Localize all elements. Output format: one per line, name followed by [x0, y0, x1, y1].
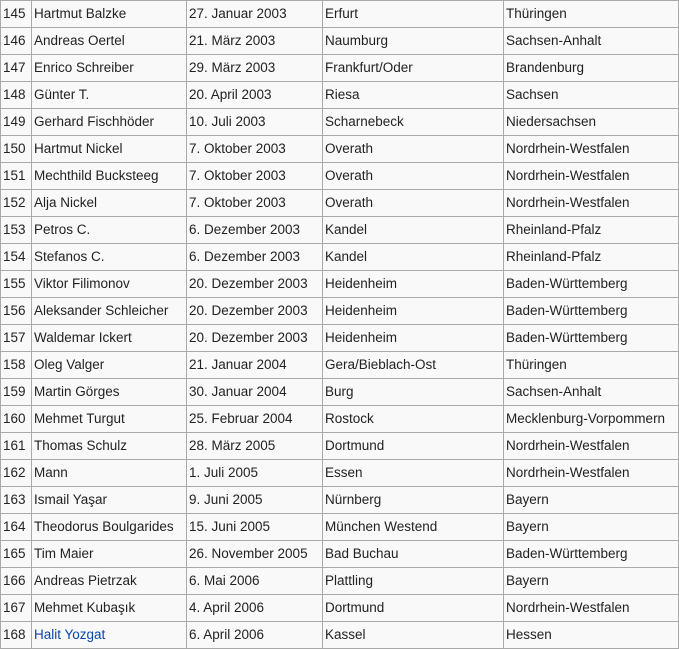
date-cell: 7. Oktober 2003 — [187, 163, 323, 190]
name-link[interactable]: Halit Yozgat — [34, 627, 106, 642]
state-cell: Mecklenburg-Vorpommern — [504, 406, 679, 433]
state-cell: Sachsen — [504, 82, 679, 109]
row-number-cell: 149 — [1, 109, 32, 136]
state-cell: Baden-Württemberg — [504, 541, 679, 568]
table-row — [1, 379, 679, 406]
row-number-cell: 165 — [1, 541, 32, 568]
table-row — [1, 595, 679, 622]
row-number-cell: 146 — [1, 28, 32, 55]
row-number-cell: 147 — [1, 55, 32, 82]
state-cell: Nordrhein-Westfalen — [504, 163, 679, 190]
row-number-cell: 164 — [1, 514, 32, 541]
row-number-cell: 156 — [1, 298, 32, 325]
name-cell: Alja Nickel — [32, 190, 187, 217]
row-number-cell: 163 — [1, 487, 32, 514]
place-cell: Scharnebeck — [323, 109, 504, 136]
place-cell: Plattling — [323, 568, 504, 595]
table-row — [1, 325, 679, 352]
place-cell: Overath — [323, 190, 504, 217]
date-cell: 27. Januar 2003 — [187, 1, 323, 28]
state-cell: Bayern — [504, 514, 679, 541]
place-cell: Heidenheim — [323, 325, 504, 352]
name-cell: Mehmet Turgut — [32, 406, 187, 433]
row-number-cell: 148 — [1, 82, 32, 109]
table-row — [1, 568, 679, 595]
name-cell: Hartmut Balzke — [32, 1, 187, 28]
date-cell: 29. März 2003 — [187, 55, 323, 82]
date-cell: 20. April 2003 — [187, 82, 323, 109]
name-cell: Aleksander Schleicher — [32, 298, 187, 325]
state-cell: Nordrhein-Westfalen — [504, 433, 679, 460]
date-cell: 30. Januar 2004 — [187, 379, 323, 406]
date-cell: 1. Juli 2005 — [187, 460, 323, 487]
table-row — [1, 109, 679, 136]
name-cell: Mann — [32, 460, 187, 487]
name-cell: Mehmet Kubaşık — [32, 595, 187, 622]
name-cell: Andreas Oertel — [32, 28, 187, 55]
name-cell: Viktor Filimonov — [32, 271, 187, 298]
date-cell: 6. Dezember 2003 — [187, 217, 323, 244]
date-cell: 25. Februar 2004 — [187, 406, 323, 433]
table-row — [1, 55, 679, 82]
state-cell: Baden-Württemberg — [504, 298, 679, 325]
date-cell: 26. November 2005 — [187, 541, 323, 568]
state-cell: Baden-Württemberg — [504, 271, 679, 298]
table-row — [1, 82, 679, 109]
date-cell: 21. März 2003 — [187, 28, 323, 55]
date-cell: 6. April 2006 — [187, 622, 323, 649]
place-cell: Overath — [323, 163, 504, 190]
row-number-cell: 154 — [1, 244, 32, 271]
state-cell: Nordrhein-Westfalen — [504, 190, 679, 217]
table-row — [1, 406, 679, 433]
place-cell: Burg — [323, 379, 504, 406]
table-row — [1, 352, 679, 379]
state-cell: Thüringen — [504, 1, 679, 28]
name-cell: Thomas Schulz — [32, 433, 187, 460]
state-cell: Baden-Württemberg — [504, 325, 679, 352]
name-cell: Günter T. — [32, 82, 187, 109]
name-cell: Tim Maier — [32, 541, 187, 568]
row-number-cell: 157 — [1, 325, 32, 352]
table-row — [1, 460, 679, 487]
row-number-cell: 161 — [1, 433, 32, 460]
place-cell: Heidenheim — [323, 271, 504, 298]
name-cell: Oleg Valger — [32, 352, 187, 379]
state-cell: Brandenburg — [504, 55, 679, 82]
name-cell: Hartmut Nickel — [32, 136, 187, 163]
name-cell: Stefanos C. — [32, 244, 187, 271]
name-cell: Mechthild Bucksteeg — [32, 163, 187, 190]
state-cell: Sachsen-Anhalt — [504, 28, 679, 55]
state-cell: Nordrhein-Westfalen — [504, 595, 679, 622]
row-number-cell: 145 — [1, 1, 32, 28]
place-cell: Nürnberg — [323, 487, 504, 514]
state-cell: Bayern — [504, 568, 679, 595]
state-cell: Nordrhein-Westfalen — [504, 136, 679, 163]
name-cell — [32, 622, 187, 649]
name-cell: Martin Görges — [32, 379, 187, 406]
place-cell: Rostock — [323, 406, 504, 433]
state-cell: Bayern — [504, 487, 679, 514]
date-cell: 6. Mai 2006 — [187, 568, 323, 595]
place-cell: Frankfurt/Oder — [323, 55, 504, 82]
name-cell: Waldemar Ickert — [32, 325, 187, 352]
place-cell: Heidenheim — [323, 298, 504, 325]
place-cell: Riesa — [323, 82, 504, 109]
place-cell: Bad Buchau — [323, 541, 504, 568]
table-row — [1, 298, 679, 325]
row-number-cell: 162 — [1, 460, 32, 487]
table-row — [1, 622, 679, 649]
table-row — [1, 433, 679, 460]
name-cell: Ismail Yaşar — [32, 487, 187, 514]
table-row — [1, 487, 679, 514]
name-cell: Enrico Schreiber — [32, 55, 187, 82]
table-row — [1, 163, 679, 190]
place-cell: Kassel — [323, 622, 504, 649]
row-number-cell: 159 — [1, 379, 32, 406]
row-number-cell: 167 — [1, 595, 32, 622]
row-number-cell: 166 — [1, 568, 32, 595]
row-number-cell: 155 — [1, 271, 32, 298]
date-cell: 6. Dezember 2003 — [187, 244, 323, 271]
place-cell: Dortmund — [323, 595, 504, 622]
name-cell: Theodorus Boulgarides — [32, 514, 187, 541]
date-cell: 15. Juni 2005 — [187, 514, 323, 541]
row-number-cell: 151 — [1, 163, 32, 190]
place-cell: Gera/Bieblach-Ost — [323, 352, 504, 379]
state-cell: Thüringen — [504, 352, 679, 379]
place-cell: Essen — [323, 460, 504, 487]
date-cell: 28. März 2005 — [187, 433, 323, 460]
date-cell: 21. Januar 2004 — [187, 352, 323, 379]
date-cell: 20. Dezember 2003 — [187, 325, 323, 352]
date-cell: 20. Dezember 2003 — [187, 298, 323, 325]
date-cell: 4. April 2006 — [187, 595, 323, 622]
date-cell: 7. Oktober 2003 — [187, 136, 323, 163]
table-body — [1, 1, 679, 649]
table-row — [1, 136, 679, 163]
table-row — [1, 271, 679, 298]
state-cell: Hessen — [504, 622, 679, 649]
row-number-cell: 152 — [1, 190, 32, 217]
place-cell: Overath — [323, 136, 504, 163]
name-cell: Gerhard Fischhöder — [32, 109, 187, 136]
state-cell: Sachsen-Anhalt — [504, 379, 679, 406]
state-cell: Rheinland-Pfalz — [504, 244, 679, 271]
table-row — [1, 541, 679, 568]
table-row — [1, 190, 679, 217]
state-cell: Rheinland-Pfalz — [504, 217, 679, 244]
place-cell: Erfurt — [323, 1, 504, 28]
date-cell: 7. Oktober 2003 — [187, 190, 323, 217]
date-cell: 20. Dezember 2003 — [187, 271, 323, 298]
name-cell: Andreas Pietrzak — [32, 568, 187, 595]
place-cell: Kandel — [323, 217, 504, 244]
row-number-cell: 150 — [1, 136, 32, 163]
row-number-cell: 153 — [1, 217, 32, 244]
row-number-cell: 158 — [1, 352, 32, 379]
place-cell: Naumburg — [323, 28, 504, 55]
state-cell: Niedersachsen — [504, 109, 679, 136]
date-cell: 10. Juli 2003 — [187, 109, 323, 136]
table-row — [1, 514, 679, 541]
row-number-cell: 160 — [1, 406, 32, 433]
table-row — [1, 244, 679, 271]
name-cell: Petros C. — [32, 217, 187, 244]
state-cell: Nordrhein-Westfalen — [504, 460, 679, 487]
place-cell: München Westend — [323, 514, 504, 541]
table-row — [1, 217, 679, 244]
date-cell: 9. Juni 2005 — [187, 487, 323, 514]
table-row — [1, 28, 679, 55]
place-cell: Dortmund — [323, 433, 504, 460]
place-cell: Kandel — [323, 244, 504, 271]
row-number-cell: 168 — [1, 622, 32, 649]
table-row — [1, 1, 679, 28]
